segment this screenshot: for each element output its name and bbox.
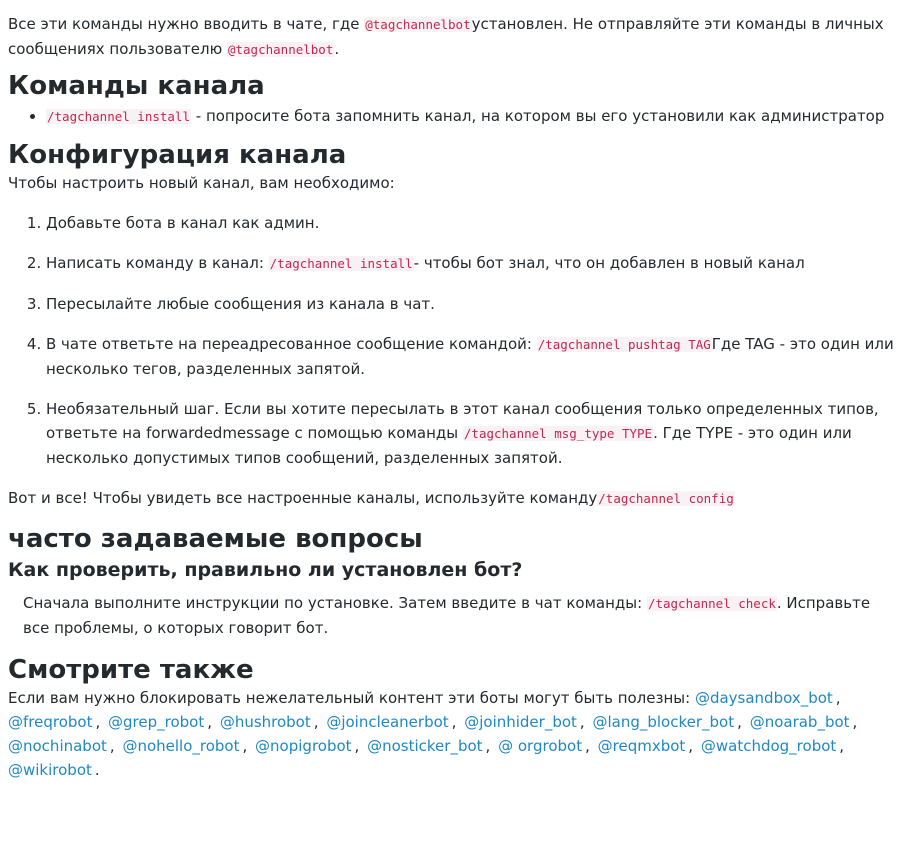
list-item: • /tagchannel install - попросите бота запомнить канал, на котором вы его установили как администратор: [46, 104, 895, 129]
faq-answer: Сначала выполните инструкции по установке. Затем введите в чат команды: /tagchannel check. Исправьте все проблемы, о которых говорит бот.: [23, 594, 871, 637]
bot-link[interactable]: @ orgrobot: [498, 737, 583, 755]
link-separator: ,: [207, 713, 213, 731]
link-separator: ,: [451, 713, 457, 731]
sentence-end: .: [94, 761, 100, 779]
channel-commands-list: [8, 104, 895, 129]
config-outro: Вот и все! Чтобы увидеть все настроенные каналы, используйте команду/tagchannel config: [8, 489, 734, 507]
bot-link[interactable]: @nosticker_bot: [367, 737, 483, 755]
link-separator: ,: [242, 737, 248, 755]
config-lead: Чтобы настроить новый канал, вам необходимо:: [8, 174, 395, 192]
bot-link[interactable]: @reqmxbot: [597, 737, 686, 755]
link-separator: ,: [313, 713, 319, 731]
link-separator: ,: [585, 737, 590, 755]
intro-paragraph: Все эти команды нужно вводить в чате, где @tagchannelbotустановлен. Не отправляйте эти команды в личных сообщениях пользователю @tagchannelbot.: [8, 15, 884, 58]
bot-link[interactable]: @hushrobot: [219, 713, 311, 731]
link-separator: ,: [95, 713, 101, 731]
heading-see-also: Смотрите также: [8, 655, 254, 685]
bot-link[interactable]: @freqrobot: [8, 713, 93, 731]
link-separator: ,: [688, 737, 694, 755]
bot-handle-code: @tagchannelbot: [365, 17, 471, 32]
link-separator: ,: [109, 737, 115, 755]
link-separator: ,: [737, 713, 742, 731]
link-separator: ,: [852, 713, 858, 731]
faq-question: Как проверить, правильно ли установлен бот?: [8, 559, 523, 581]
bot-link[interactable]: @joinhider_bot: [464, 713, 577, 731]
bot-link[interactable]: @nochinabot: [8, 737, 107, 755]
bot-link[interactable]: @daysandbox_bot: [694, 689, 833, 707]
bot-link[interactable]: @watchdog_robot: [700, 737, 837, 755]
bot-handle-code: @tagchannelbot: [227, 42, 334, 57]
list-item: 1. Добавьте бота в канал как админ.: [46, 211, 895, 235]
list-item: 5. Необязательный шаг. Если вы хотите пересылать в этот канал сообщения только определенных типов, ответьте на forwardedmessage с помощью команды /tagchannel msg_type TYPE. Где TYPE - это один или несколько допустимых типов сообщений, разделенных запятой.: [46, 397, 895, 470]
link-separator: ,: [354, 737, 360, 755]
heading-channel-commands: Команды канала: [8, 71, 265, 101]
bot-link[interactable]: @nopigrobot: [255, 737, 352, 755]
list-item: 4. В чате ответьте на переадресованное сообщение командой: /tagchannel pushtag TAGГде TAG - это один или несколько тегов, разделенных запятой.: [46, 332, 895, 381]
bot-link[interactable]: @nohello_robot: [122, 737, 240, 755]
link-separator: ,: [835, 689, 841, 707]
link-separator: ,: [485, 737, 491, 755]
see-also-paragraph: Если вам нужно блокировать нежелательный контент эти боты могут быть полезны: @daysandbox_bot , @freqrobot , @grep_robot , @hushrobot , @joincleanerbot , @joinhider_bot , @lang_blocker_bot , @noarab_bot , @nochinabot , @nohello_robot , @nopigrobot , @nosticker_bot , @ orgrobot , @reqmxbot , @watchdog_robot , @wikirobot .: [8, 686, 895, 782]
heading-faq: часто задаваемые вопросы: [8, 524, 423, 554]
link-separator: ,: [839, 737, 845, 755]
bot-link[interactable]: @wikirobot: [8, 761, 92, 779]
list-item: 2. Написать команду в канал: /tagchannel install- чтобы бот знал, что он добавлен в новый канал: [46, 251, 895, 276]
bot-link[interactable]: @grep_robot: [108, 713, 205, 731]
bot-link[interactable]: @joincleanerbot: [326, 713, 449, 731]
config-steps-list: [8, 211, 895, 470]
link-separator: ,: [579, 713, 585, 731]
bot-link[interactable]: @noarab_bot: [749, 713, 850, 731]
heading-channel-config: Конфигурация канала: [8, 140, 347, 170]
list-item: 3. Пересылайте любые сообщения из канала в чат.: [46, 292, 895, 316]
bot-link[interactable]: @lang_blocker_bot: [592, 713, 735, 731]
